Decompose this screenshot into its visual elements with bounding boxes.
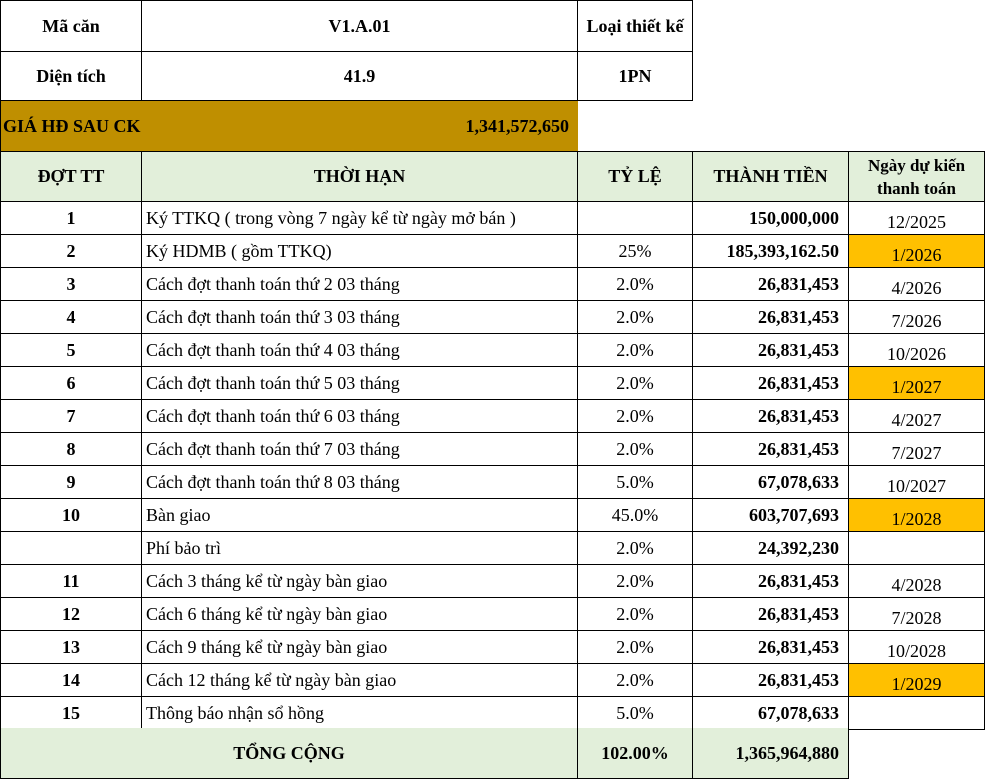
gia-hd-label: GIÁ HĐ SAU CK <box>0 101 142 151</box>
row-ngay <box>849 532 985 565</box>
loai-thiet-ke-label: Loại thiết kế <box>578 0 693 52</box>
ma-can-value: V1.A.01 <box>142 0 578 52</box>
row-thoi-han: Cách 6 tháng kể từ ngày bàn giao <box>142 598 578 631</box>
row-ty-le: 2.0% <box>578 334 693 367</box>
row-dot: 14 <box>0 664 142 697</box>
row-ngay: 7/2026 <box>849 301 985 334</box>
row-ty-le: 2.0% <box>578 532 693 565</box>
row-thoi-han: Ký HDMB ( gồm TTKQ) <box>142 235 578 268</box>
row-ngay: 12/2025 <box>849 202 985 235</box>
header-thoi-han: THỜI HẠN <box>142 151 578 202</box>
row-dot: 11 <box>0 565 142 598</box>
row-ty-le: 2.0% <box>578 565 693 598</box>
row-thoi-han: Cách đợt thanh toán thứ 3 03 tháng <box>142 301 578 334</box>
row-ngay: 10/2028 <box>849 631 985 664</box>
row-dot: 13 <box>0 631 142 664</box>
row-thoi-han: Cách 12 tháng kể từ ngày bàn giao <box>142 664 578 697</box>
row-thanh-tien: 26,831,453 <box>693 367 849 400</box>
loai-thiet-ke-value: 1PN <box>578 52 693 101</box>
row-ngay <box>849 697 985 730</box>
row-ty-le <box>578 202 693 235</box>
row-ngay: 1/2026 <box>849 235 985 268</box>
row-ngay: 7/2027 <box>849 433 985 466</box>
dien-tich-value: 41.9 <box>142 52 578 101</box>
row-thanh-tien: 26,831,453 <box>693 565 849 598</box>
row-ty-le: 5.0% <box>578 697 693 730</box>
row-ty-le: 2.0% <box>578 664 693 697</box>
header-dot: ĐỢT TT <box>0 151 142 202</box>
row-thoi-han: Cách đợt thanh toán thứ 7 03 tháng <box>142 433 578 466</box>
row-ngay: 1/2028 <box>849 499 985 532</box>
row-ngay: 4/2028 <box>849 565 985 598</box>
row-dot: 1 <box>0 202 142 235</box>
row-ty-le: 2.0% <box>578 598 693 631</box>
row-ty-le: 45.0% <box>578 499 693 532</box>
row-thanh-tien: 26,831,453 <box>693 301 849 334</box>
row-dot: 7 <box>0 400 142 433</box>
header-ngay-line1: Ngày dự kiến <box>867 155 966 175</box>
row-thanh-tien: 185,393,162.50 <box>693 235 849 268</box>
gia-hd-value: 1,341,572,650 <box>142 101 578 151</box>
row-dot: 3 <box>0 268 142 301</box>
row-thoi-han: Cách đợt thanh toán thứ 2 03 tháng <box>142 268 578 301</box>
row-thanh-tien: 603,707,693 <box>693 499 849 532</box>
row-thoi-han: Cách 3 tháng kể từ ngày bàn giao <box>142 565 578 598</box>
row-ngay: 1/2027 <box>849 367 985 400</box>
header-ngay-line2: thanh toán <box>877 178 956 198</box>
row-ty-le: 2.0% <box>578 301 693 334</box>
row-ngay: 7/2028 <box>849 598 985 631</box>
total-thanh-tien: 1,365,964,880 <box>693 728 849 779</box>
row-ngay: 10/2026 <box>849 334 985 367</box>
row-dot: 9 <box>0 466 142 499</box>
row-ty-le: 2.0% <box>578 367 693 400</box>
ma-can-label: Mã căn <box>0 0 142 52</box>
row-thanh-tien: 150,000,000 <box>693 202 849 235</box>
row-dot: 2 <box>0 235 142 268</box>
row-thoi-han: Thông báo nhận sổ hồng <box>142 697 578 730</box>
row-thoi-han: Cách đợt thanh toán thứ 8 03 tháng <box>142 466 578 499</box>
row-thoi-han: Bàn giao <box>142 499 578 532</box>
row-dot <box>0 532 142 565</box>
row-thanh-tien: 26,831,453 <box>693 664 849 697</box>
row-dot: 4 <box>0 301 142 334</box>
row-dot: 12 <box>0 598 142 631</box>
row-ngay: 1/2029 <box>849 664 985 697</box>
row-thanh-tien: 26,831,453 <box>693 268 849 301</box>
row-thoi-han: Cách đợt thanh toán thứ 4 03 tháng <box>142 334 578 367</box>
row-thanh-tien: 26,831,453 <box>693 433 849 466</box>
row-ty-le: 2.0% <box>578 433 693 466</box>
row-dot: 15 <box>0 697 142 730</box>
row-dot: 8 <box>0 433 142 466</box>
row-ty-le: 2.0% <box>578 268 693 301</box>
dien-tich-label: Diện tích <box>0 52 142 101</box>
row-thanh-tien: 26,831,453 <box>693 334 849 367</box>
row-thoi-han: Cách đợt thanh toán thứ 5 03 tháng <box>142 367 578 400</box>
row-ty-le: 5.0% <box>578 466 693 499</box>
row-thanh-tien: 67,078,633 <box>693 466 849 499</box>
row-thanh-tien: 26,831,453 <box>693 400 849 433</box>
total-ty-le: 102.00% <box>578 728 693 779</box>
row-ngay: 10/2027 <box>849 466 985 499</box>
header-ty-le: TỶ LỆ <box>578 151 693 202</box>
header-ngay <box>849 151 985 202</box>
row-thoi-han: Ký TTKQ ( trong vòng 7 ngày kể từ ngày mở bán ) <box>142 202 578 235</box>
row-ty-le: 25% <box>578 235 693 268</box>
row-ngay: 4/2026 <box>849 268 985 301</box>
row-dot: 5 <box>0 334 142 367</box>
row-thoi-han: Phí bảo trì <box>142 532 578 565</box>
header-thanh-tien: THÀNH TIỀN <box>693 151 849 202</box>
row-thanh-tien: 26,831,453 <box>693 598 849 631</box>
row-dot: 6 <box>0 367 142 400</box>
row-thanh-tien: 24,392,230 <box>693 532 849 565</box>
row-ngay: 4/2027 <box>849 400 985 433</box>
row-thanh-tien: 67,078,633 <box>693 697 849 730</box>
row-ty-le: 2.0% <box>578 400 693 433</box>
total-label: TỔNG CỘNG <box>0 728 578 779</box>
row-thoi-han: Cách 9 tháng kể từ ngày bàn giao <box>142 631 578 664</box>
row-dot: 10 <box>0 499 142 532</box>
row-ty-le: 2.0% <box>578 631 693 664</box>
row-thoi-han: Cách đợt thanh toán thứ 6 03 tháng <box>142 400 578 433</box>
row-thanh-tien: 26,831,453 <box>693 631 849 664</box>
